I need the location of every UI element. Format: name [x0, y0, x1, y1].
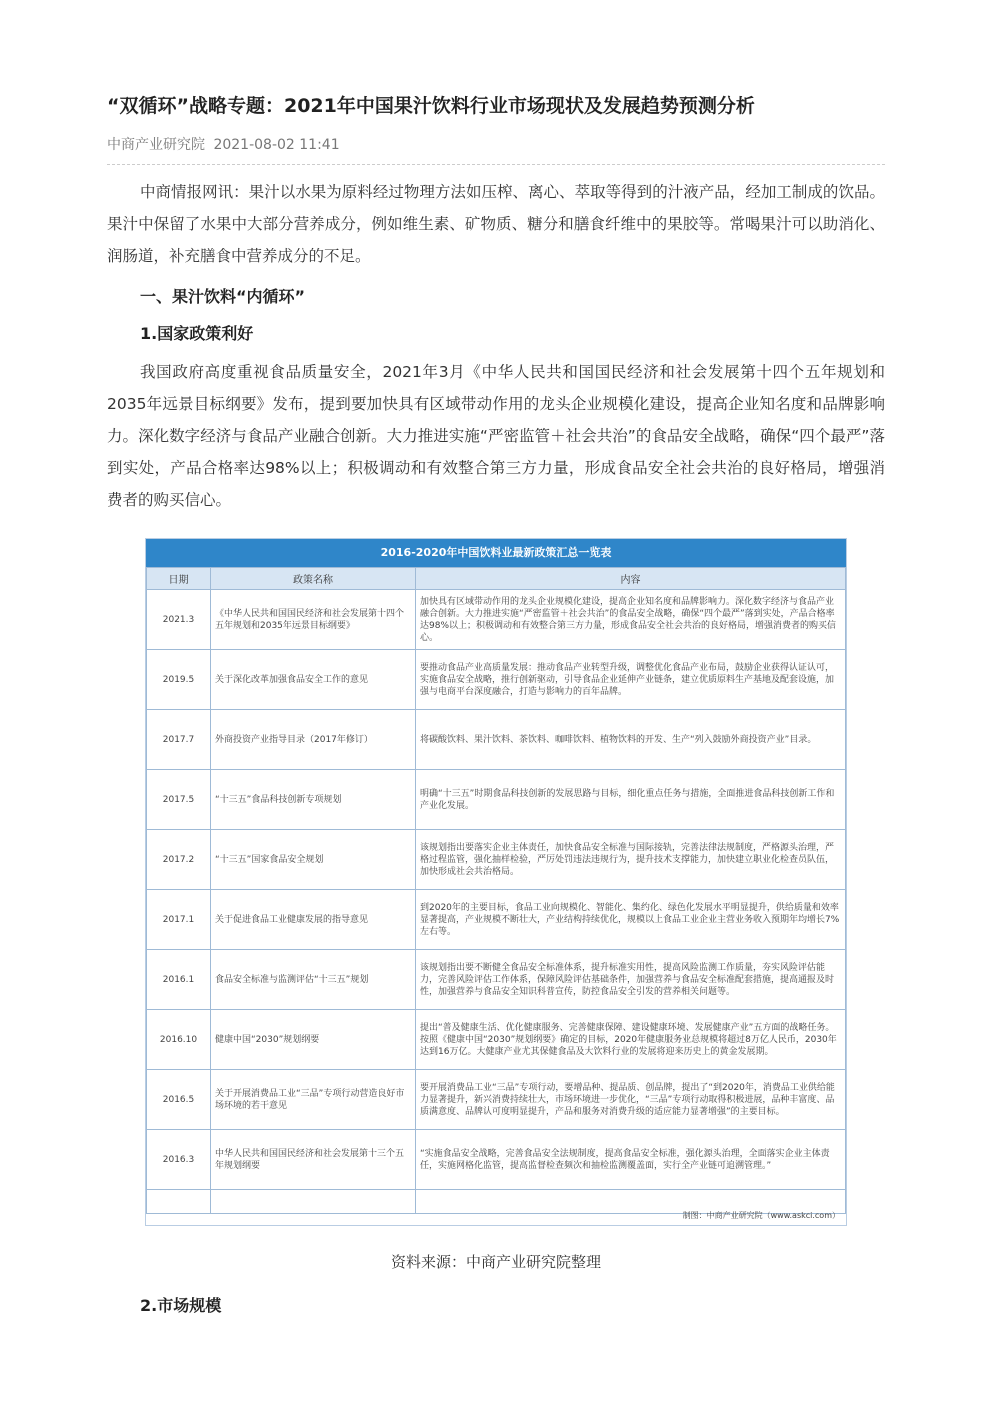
row-content: 要开展消费品工业“三品”专项行动，要增品种、提品质、创品牌，提出了“到2020年，消费品工业供给能力显著提升，新兴消费持续壮大，市场环境进一步优化，“三品”专项行动取得积极进展，品种丰富度、品质满意度、品牌认可度明显提升，产品和服务对消费升级的适应能力显著增强”的主要目标。: [416, 1070, 846, 1130]
row-content: 明确“十三五”时期食品科技创新的发展思路与目标，细化重点任务与措施，全面推进食品科技创新工作和产业化发展。: [416, 770, 846, 830]
table-row: [147, 650, 846, 710]
article-title: “双循环”战略专题：2021年中国果汁饮料行业市场现状及发展趋势预测分析: [107, 95, 755, 117]
row-content: 该规划指出要不断健全食品安全标准体系，提升标准实用性，提高风险监测工作质量，夯实风险评估能力，完善风险评估工作体系，保障风险评估基础条件，加强营养与食品安全标准配套措施，提高通报及时性，加强营养与食品安全知识科普宣传，防控食品安全引发的营养相关问题等。: [416, 950, 846, 1010]
table-row: [147, 710, 846, 770]
table-row: [147, 1010, 846, 1070]
figure-credit: 制图：中商产业研究院（www.askci.com）: [682, 1211, 840, 1220]
policy-paragraph: 我国政府高度重视食品质量安全，2021年3月《中华人民共和国国民经济和社会发展第十四个五年规划和2035年远景目标纲要》发布，提到要加快具有区域带动作用的龙头企业规模化建设，提高企业知名度和品牌影响力。深化数字经济与食品产业融合创新。大力推进实施“严密监管＋社会共治”的食品安全战略，确保“四个最严”落到实处，产品合格率达98%以上；积极调动和有效整合第三方力量，形成食品安全社会共治的良好格局，增强消费者的购买信心。: [107, 363, 885, 509]
row-policy-name: 健康中国“2030”规划纲要: [211, 1010, 416, 1070]
figure-title: 2016-2020年中国饮料业最新政策汇总一览表: [146, 539, 846, 567]
table-header-row: [147, 568, 846, 590]
row-date: 2017.5: [147, 770, 211, 830]
row-policy-name: 外商投资产业指导目录（2017年修订）: [211, 710, 416, 770]
row-date: 2016.1: [147, 950, 211, 1010]
table-row: [147, 830, 846, 890]
row-date: 2017.2: [147, 830, 211, 890]
article-meta: [107, 135, 344, 155]
row-content: 要推动食品产业高质量发展：推动食品产业转型升级，调整优化食品产业布局，鼓励企业获得认证认可，实施食品安全战略，推行创新驱动，引导食品企业延伸产业链条，建立优质原料生产基地及配套设施，加强与电商平台深度融合，打造与影响力的百年品牌。: [416, 650, 846, 710]
row-content: 该规划指出要落实企业主体责任，加快食品安全标准与国际接轨，完善法律法规制度，严格源头治理，严格过程监管，强化抽样检验，严厉处罚违法违规行为，提升技术支撑能力，加快建立职业化检查员队伍，加快形成社会共治格局。: [416, 830, 846, 890]
row-content: 提出“普及健康生活、优化健康服务、完善健康保障、建设健康环境、发展健康产业”五方面的战略任务。按照《健康中国“2030”规划纲要》确定的目标，2020年健康服务业总规模将超过8万亿人民币，2030年达到16万亿。大健康产业尤其保健食品及大饮料行业的发展将迎来历史上的黄金发展期。: [416, 1010, 846, 1070]
row-content: 将碳酸饮料、果汁饮料、茶饮料、咖啡饮料、植物饮料的开发、生产“列入鼓励外商投资产业”目录。: [416, 710, 846, 770]
row-content: 加快具有区域带动作用的龙头企业规模化建设，提高企业知名度和品牌影响力。深化数字经济与食品产业融合创新。大力推进实施“严密监管＋社会共治”的食品安全战略，确保“四个最严”落到实处，产品合格率达98%以上；积极调动和有效整合第三方力量，形成食品安全社会共治的良好格局，增强消费者的购买信心。: [416, 590, 846, 650]
table-row: [147, 1070, 846, 1130]
header-content: 内容: [416, 568, 846, 590]
subsection-heading-1: 1.国家政策利好: [140, 324, 254, 343]
row-date: 2016.3: [147, 1130, 211, 1190]
row-policy-name: 关于深化改革加强食品安全工作的意见: [211, 650, 416, 710]
row-policy-name: 食品安全标准与监测评估“十三五”规划: [211, 950, 416, 1010]
row-policy-name: 关于促进食品工业健康发展的指导意见: [211, 890, 416, 950]
row-date: 2021.3: [147, 590, 211, 650]
row-policy-name: 《中华人民共和国国民经济和社会发展第十四个五年规划和2035年远景目标纲要》: [211, 590, 416, 650]
row-date: 2016.5: [147, 1070, 211, 1130]
article-source: 中商产业研究院: [107, 137, 205, 153]
table-row: [147, 770, 846, 830]
figure-caption: 资料来源：中商产业研究院整理: [390, 1253, 601, 1271]
row-date: 2017.1: [147, 890, 211, 950]
row-policy-name: 关于开展消费品工业“三品”专项行动营造良好市场环境的若干意见: [211, 1070, 416, 1130]
row-date: 2016.10: [147, 1010, 211, 1070]
table-row: [147, 890, 846, 950]
row-policy-name: 中华人民共和国国民经济和社会发展第十三个五年规划纲要: [211, 1130, 416, 1190]
row-content: “实施食品安全战略，完善食品安全法规制度，提高食品安全标准，强化源头治理，全面落实企业主体责任，实施网格化监管，提高监督检查频次和抽检监测覆盖面，实行全产业链可追溯管理。”: [416, 1130, 846, 1190]
table-row: [147, 590, 846, 650]
row-date: 2019.5: [147, 650, 211, 710]
table-row: [147, 950, 846, 1010]
header-date: 日期: [147, 568, 211, 590]
subsection-heading-2: 2.市场规模: [140, 1296, 222, 1315]
intro-paragraph: 中商情报网讯：果汁以水果为原料经过物理方法如压榨、离心、萃取等得到的汁液产品，经加工制成的饮品。果汁中保留了水果中大部分营养成分，例如维生素、矿物质、糖分和膳食纤维中的果胶等。常喝果汁可以助消化、润肠道，补充膳食中营养成分的不足。: [107, 183, 885, 265]
empty-cell: [147, 1190, 211, 1214]
empty-cell: [211, 1190, 416, 1214]
meta-divider: [107, 164, 885, 165]
header-policy-name: 政策名称: [211, 568, 416, 590]
article-datetime: 2021-08-02 11:41: [213, 137, 340, 153]
section-heading-1: 一、果汁饮料“内循环”: [140, 287, 306, 306]
table-row: [147, 1130, 846, 1190]
policy-table: [146, 567, 846, 1214]
row-date: 2017.7: [147, 710, 211, 770]
row-policy-name: “十三五”食品科技创新专项规划: [211, 770, 416, 830]
policy-table-figure: [145, 538, 847, 1226]
row-content: 到2020年的主要目标，食品工业向规模化、智能化、集约化、绿色化发展水平明显提升，供给质量和效率显著提高，产业规模不断壮大，产业结构持续优化，规模以上食品工业企业主营业务收入预期年均增长7%左右等。: [416, 890, 846, 950]
row-policy-name: “十三五”国家食品安全规划: [211, 830, 416, 890]
